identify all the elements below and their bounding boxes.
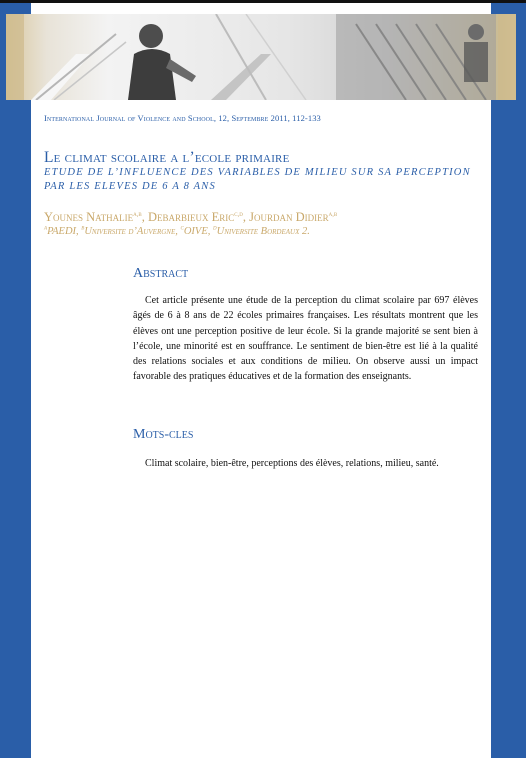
- affil-marker: d: [213, 224, 217, 232]
- affiliation: OIVE,: [183, 226, 213, 237]
- author-affil-marker: a,b: [133, 210, 142, 218]
- author-separator: ,: [141, 210, 148, 224]
- keywords-text: Climat scolaire, bien-être, perceptions des élèves, relations, milieu, santé.: [145, 458, 439, 469]
- author-affil-marker: c,d: [234, 210, 243, 218]
- abstract-heading: Abstract: [133, 266, 189, 281]
- affiliation: PAEDI,: [47, 226, 82, 237]
- affil-marker: b: [81, 224, 85, 232]
- author-name: Jourdan Didier: [249, 210, 329, 224]
- affiliation-list: [44, 226, 310, 237]
- author-list: [44, 210, 337, 225]
- author-name: Younes Nathalie: [44, 210, 134, 224]
- abstract-text: Cet article présente une étude de la perception du climat scolaire par 697 élèves âgés de 6 à 8 ans de 22 écoles primaires françaises. Les résultats montrent que les élèves ont une perception positive de leur école. Si la grande majorité se sent bien à l’école, une minorité est en souffrance. Le sentiment de bien-être est lié à la qualité des relations sociales et aux conditions de milieu. On observe aussi un impact favorable des pratiques éducatives et de la formation des enseignants.: [133, 295, 478, 383]
- author-affil-marker: a,b: [328, 210, 338, 218]
- affil-marker: c: [180, 224, 184, 232]
- header-banner-photo: [6, 14, 516, 100]
- author-separator: ,: [242, 210, 250, 224]
- affiliation: Universite Bordeaux 2.: [216, 226, 310, 237]
- affiliation: Universite d’Auvergne,: [84, 226, 181, 237]
- article-subtitle: ETUDE DE L’INFLUENCE DES VARIABLES DE MILIEU SUR SA PERCEPTION PAR LES ELEVES DE 6 A 8 ANS: [44, 167, 471, 192]
- keywords-heading: Mots-cles: [133, 427, 194, 442]
- affil-marker: a: [44, 224, 48, 232]
- article-title: Le climat scolaire a l’ecole primaire: [44, 149, 290, 166]
- journal-citation: International Journal of Violence and School, 12, Septembre 2011, 112-133: [44, 113, 321, 123]
- banner-photo-collage: [6, 14, 516, 100]
- author-name: Debarbieux Eric: [148, 210, 235, 224]
